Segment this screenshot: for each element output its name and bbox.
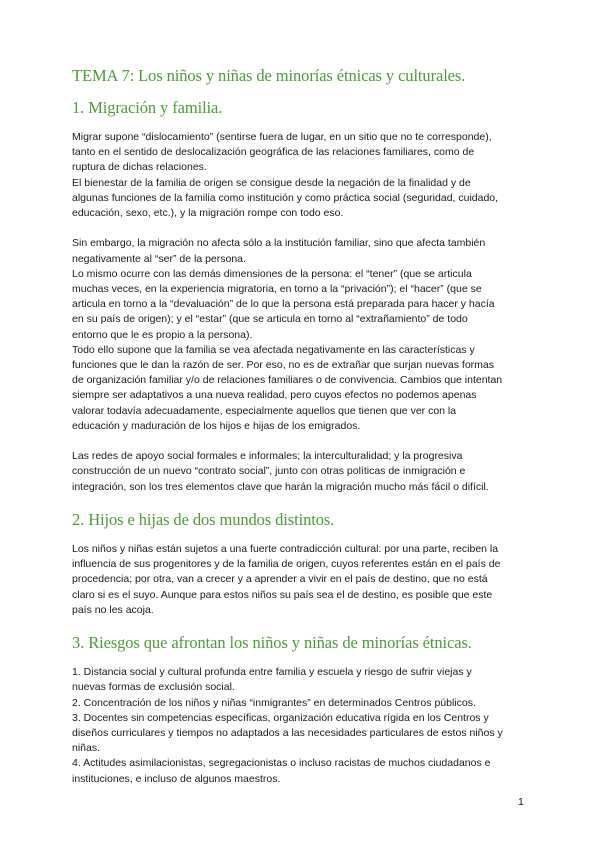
paragraph-line: diseños curriculares y tiempos no adaptados a las necesidades particulares de estos niños y	[72, 727, 503, 740]
page-number: 1	[518, 796, 524, 808]
paragraph	[72, 130, 530, 221]
paragraph-line: educación, sexo, etc.), y la migración rompe con todo eso.	[72, 207, 344, 220]
paragraph-line: algunas funciones de la familia como institución y como práctica social (seguridad, cuidado,	[72, 191, 499, 204]
paragraph-line: articula en torno a la “devaluación” de lo que la persona está preparada para hacer y hacía	[72, 298, 495, 311]
paragraph-line: niñas.	[72, 742, 101, 755]
paragraph-line: influencia de sus progenitores y de la familia de origen, cuyos referentes están en el país de	[72, 558, 501, 571]
paragraph-line: 2. Concentración de los niños y niñas “inmigrantes” en determinados Centros públicos.	[72, 696, 476, 709]
paragraph-line: Las redes de apoyo social formales e informales; la interculturalidad; y la progresiva	[72, 450, 463, 463]
paragraph-line: construcción de un nuevo “contrato social”, junto con otras políticas de inmigración e	[72, 465, 466, 478]
paragraph-line: Lo mismo ocurre con las demás dimensiones de la persona: el “tener” (que se articula	[72, 267, 472, 280]
paragraph-line: 3. Docentes sin competencias específicas, organización educativa rígida en los Centros y	[72, 711, 489, 724]
document-page	[72, 66, 530, 802]
paragraph	[72, 542, 530, 618]
paragraph	[72, 449, 530, 495]
paragraph-line: Todo ello supone que la familia se vea afectada negativamente en las características y	[72, 343, 475, 356]
paragraph-line: Sin embargo, la migración no afecta sólo a la institución familiar, sino que afecta también	[72, 237, 486, 250]
section-heading: 2. Hijos e hijas de dos mundos distintos.	[72, 510, 335, 530]
paragraph-line: tanto en el sentido de deslocalización geográfica de las relaciones familiares, como de	[72, 146, 475, 159]
paragraph-line: Migrar supone “dislocamiento” (sentirse fuera de lugar, en un sitio que no te corresponde),	[72, 131, 492, 143]
paragraph-line: muchas veces, en la experiencia migratoria, en torno a la “privación”); el “hacer” (que se	[72, 283, 482, 296]
section-heading: 1. Migración y familia.	[72, 98, 223, 117]
paragraph-line: entorno que le es propio a la persona).	[72, 328, 253, 341]
paragraph-line: claro si es el suyo. Aunque para estos niños su país sea el de destino, es posible que este	[72, 588, 493, 601]
document-title: TEMA 7: Los niños y niñas de minorías étnicas y culturales.	[72, 66, 466, 85]
paragraph-line: Los niños y niñas están sujetos a una fuerte contradicción cultural: por una parte, reciben la	[72, 543, 499, 556]
paragraph-line: instituciones, e incluso de algunos maestros.	[72, 772, 281, 785]
paragraph-line: de organización familiar y/o de relaciones familiares o de convivencia. Cambios que intentan	[72, 374, 503, 387]
paragraph-line: educación y maduración de los hijos e hijas de los emigrados.	[72, 419, 361, 432]
paragraph-line: negativamente al “ser” de la persona.	[72, 252, 246, 265]
paragraph-line: en su país de origen); y el “estar” (que se articula en torno al “extrañamiento” de todo	[72, 313, 468, 326]
paragraph-line: 1. Distancia social y cultural profunda entre familia y escuela y riesgo de sufrir viejas y	[72, 666, 472, 679]
paragraph	[72, 236, 530, 434]
paragraph-line: funciones que le dan la razón de ser. Por eso, no es de extrañar que surjan nuevas formas	[72, 359, 495, 372]
paragraph-line: siempre ser adaptativos a una nueva realidad, pero cuyos efectos no podemos apenas	[72, 389, 477, 402]
paragraph-line: procedencia; por otra, van a crecer y a aprender a vivir en el país de destino, que no está	[72, 573, 488, 586]
paragraph-line: nuevas formas de exclusión social.	[72, 681, 235, 694]
paragraph	[72, 665, 530, 787]
sections-container	[72, 98, 530, 787]
paragraph-line: El bienestar de la familia de origen se consigue desde la negación de la finalidad y de	[72, 176, 471, 189]
paragraph-line: valorar todavía adecuadamente, especialmente aquellos que tienen que ver con la	[72, 404, 457, 417]
paragraph-line: país no les acoja.	[72, 603, 154, 616]
paragraph-line: 4. Actitudes asimilacionistas, segregacionistas o incluso racistas de muchos ciudadanos e	[72, 757, 491, 770]
paragraph-line: integración, son los tres elementos clave que harán la migración mucho más fácil o difícil.	[72, 480, 489, 493]
paragraph-line: ruptura de dichas relaciones.	[72, 161, 207, 174]
section-heading: 3. Riesgos que afrontan los niños y niñas de minorías étnicas.	[72, 633, 472, 653]
